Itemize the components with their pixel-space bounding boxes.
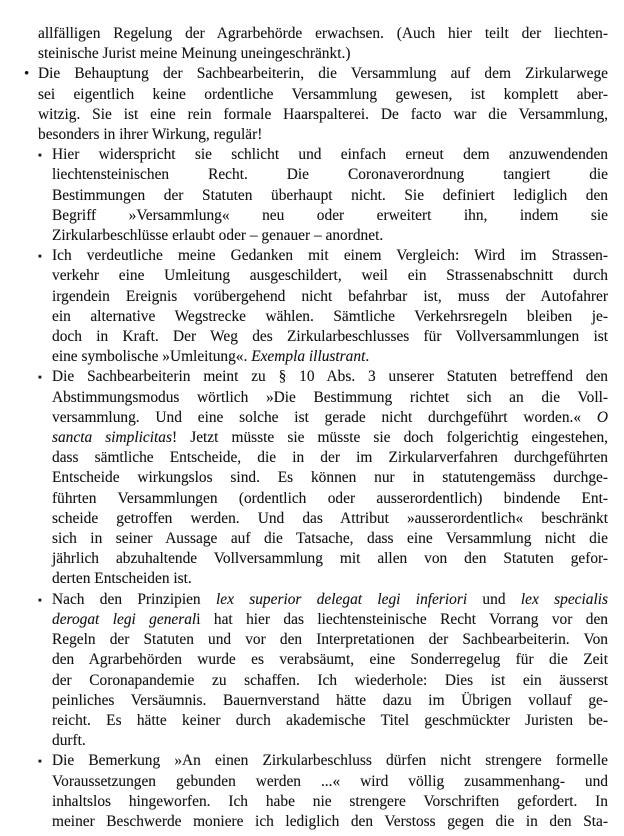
text-line: derten Entscheiden ist. <box>52 570 192 588</box>
text-line: Die Sachbearbeiterin meint zu § 10 Abs. 3 unserer Statuten betreffend den <box>52 368 608 386</box>
text-line: Voraussetzungen gebunden werden ...« wird völlig zusammenhang- und <box>52 772 608 790</box>
text-line: ein alternative Wegstrecke wählen. Sämtliche Verkehrsregeln bleiben je- <box>52 307 608 325</box>
text-line: Regeln der Statuten und vor den Interpretationen der Sachbearbeiterin. Von <box>52 631 608 649</box>
text-line: Entscheide wirkungslos sind. Es können nur in statutengemäss durchge- <box>52 469 608 487</box>
text-segment: Nach den Prinzipien <box>52 590 216 608</box>
text-segment: versammlung. Und eine solche ist gerade nicht durchgeführt worden.« <box>52 408 597 426</box>
continuation-paragraph <box>38 24 608 64</box>
paragraph-text <box>52 246 608 367</box>
text-line: doch in Kraft. Der Weg des Zirkularbeschlusses für Vollversammlungen ist <box>52 328 608 346</box>
text-line: besonders in ihrer Wirkung, regulär! <box>38 126 263 144</box>
text-line: führten Versammlungen (ordentlich oder ausserordentlich) bindende Ent- <box>52 489 608 507</box>
document-text <box>24 24 608 832</box>
paragraph-text <box>52 367 608 589</box>
square-bullet-icon: ▪ <box>38 594 42 607</box>
square-bullet-icon: ▪ <box>38 371 42 384</box>
latin-phrase: derogat legi general <box>52 610 197 628</box>
latin-phrase: O <box>596 408 608 426</box>
text-line <box>52 610 608 630</box>
latin-phrase: Exempla illustrant <box>251 348 366 366</box>
latin-phrase: sancta simplicitas <box>52 429 172 447</box>
text-line: allfälligen Regelung der Agrarbehörde erwachsen. (Auch hier teilt der liechten- <box>38 25 608 42</box>
text-line: Hier widerspricht sie schlicht und einfach erneut dem anzuwendenden <box>52 146 608 164</box>
sub-bullet-bemerkung <box>38 751 608 832</box>
latin-phrase: lex specialis <box>520 590 608 608</box>
text-line: irgendein Ereignis vorübergehend nicht befahrbar ist, muss der Autofahrer <box>52 287 608 305</box>
text-line: jährlich abzuhaltende Vollversammlung mit allen von den Statuten gefor- <box>52 550 608 568</box>
text-line: steinische Jurist meine Meinung uneingeschränkt.) <box>38 45 351 63</box>
sub-bullet-vergleich <box>38 246 608 367</box>
paragraph-text <box>52 590 608 752</box>
text-line: durft. <box>52 732 86 750</box>
text-line: peinliches Versäumnis. Bauernverstand hätte dazu im Übrigen vollauf ge- <box>52 691 608 709</box>
square-bullet-icon: ▪ <box>38 755 42 768</box>
text-line <box>52 408 608 428</box>
text-line: Ich verdeutliche meine Gedanken mit einem Vergleich: Wird im Strassen- <box>52 247 608 265</box>
text-line: liechtensteinischen Recht. Die Coronaverordnung tangiert die <box>52 166 608 184</box>
text-line: Die Bemerkung »An einen Zirkularbeschluss dürfen nicht strengere formelle <box>52 752 608 770</box>
text-line: inhaltslos hingeworfen. Ich habe nie strengere Vorschriften gefordert. In <box>52 792 608 810</box>
text-line: sei eigentlich keine ordentliche Versammlung gewesen, ist komplett aber- <box>38 85 608 103</box>
text-line: Die Behauptung der Sachbearbeiterin, die Versammlung auf dem Zirkularwege <box>38 65 608 83</box>
paragraph-text <box>52 145 608 246</box>
text-line: den Agrarbehörden wurde es verabsäumt, eine Sonderregelug für die Zeit <box>52 651 608 669</box>
text-segment: und <box>467 590 521 608</box>
bullet-behauptung <box>24 64 608 145</box>
sub-bullet-prinzipien <box>38 590 608 752</box>
paragraph-text <box>52 751 608 832</box>
text-line <box>52 428 608 448</box>
text-segment: . <box>365 348 370 366</box>
sub-bullet-paragraph-10 <box>38 367 608 589</box>
text-line: Zirkularbeschlüsse erlaubt oder – genauer – anordnet. <box>52 227 384 245</box>
square-bullet-icon: ▪ <box>38 250 42 263</box>
text-line: sich in seiner Aussage auf die Tatsache, dass eine Versammlung nicht die <box>52 530 608 548</box>
text-line: reicht. Es hätte keiner durch akademische Titel geschmückter Juristen be- <box>52 711 608 729</box>
text-line: verkehr eine Umleitung ausgeschildert, weil ein Strassenabschnitt durch <box>52 267 608 285</box>
paragraph-text <box>38 64 608 145</box>
paragraph-text <box>38 24 608 64</box>
sub-bullet-widerspruch <box>38 145 608 246</box>
text-line: meiner Beschwerde moniere ich lediglich den Verstoss gegen die in den Sta- <box>52 812 608 830</box>
text-line <box>52 347 608 367</box>
text-line: witzig. Sie ist eine rein formale Haarspalterei. De facto war die Versammlung, <box>38 105 608 123</box>
text-line: Bestimmungen der Statuten überhaupt nicht. Sie definiert lediglich den <box>52 186 608 204</box>
text-segment: i hat hier das liechtensteinische Recht Vorrang vor den <box>196 610 608 628</box>
disc-bullet-icon: • <box>24 66 30 83</box>
text-line <box>52 590 608 610</box>
text-line: Abstimmungsmodus wörtlich »Die Bestimmung richtet sich an die Voll- <box>52 388 608 406</box>
text-segment: eine symbolische »Umleitung«. <box>52 348 252 366</box>
text-line: der Coronapandemie zu schaffen. Ich wiederhole: Dies ist ein äusserst <box>52 671 608 689</box>
text-line: Begriff »Versammlung« neu oder erweitert ihn, indem sie <box>52 206 608 224</box>
text-line: dass sämtliche Entscheide, die in der im Zirkularverfahren durchgeführten <box>52 449 608 467</box>
square-bullet-icon: ▪ <box>38 149 42 162</box>
latin-phrase: lex superior delegat legi inferiori <box>215 590 468 608</box>
text-segment: ! Jetzt müsste sie müsste sie doch folgerichtig eingestehen, <box>171 429 608 447</box>
text-line: scheide getroffen werden. Und das Attribut »ausserordentlich« beschränkt <box>52 509 608 527</box>
